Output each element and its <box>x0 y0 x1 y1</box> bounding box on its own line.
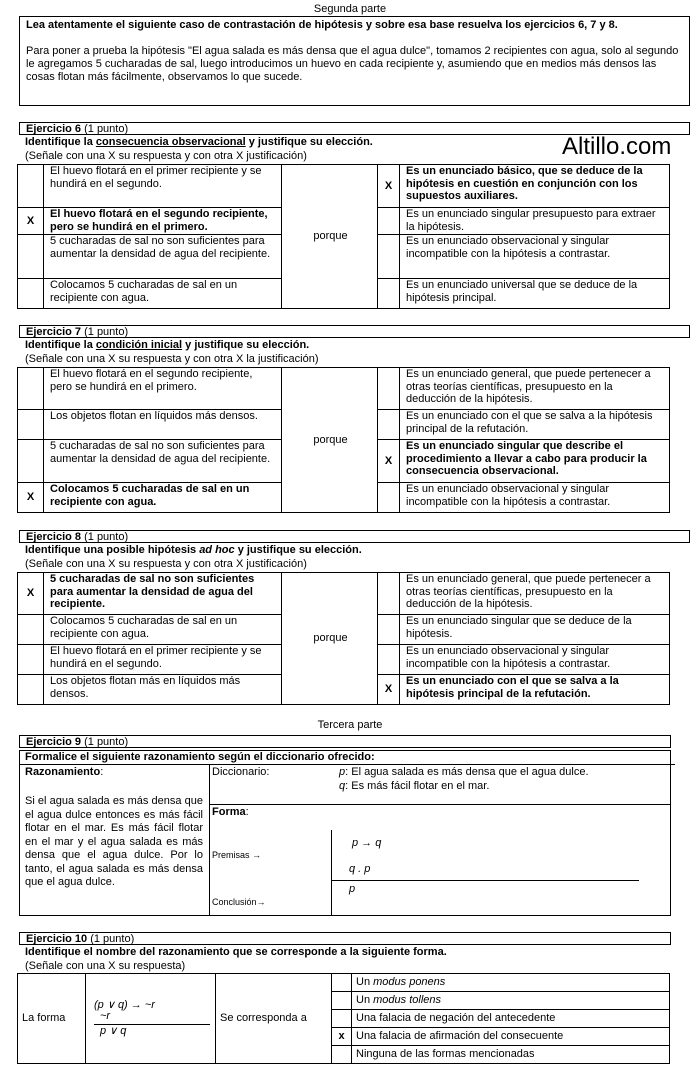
ej8-row <box>18 573 670 615</box>
option-label: Ninguna de las formas mencionadas <box>352 1046 670 1064</box>
answer-checkbox[interactable] <box>18 645 44 675</box>
ej9-forma-label: Forma: <box>212 806 249 818</box>
ej9-razonamiento-text: Si el agua salada es más densa que el agua dulce entonces es más fácil flotar en el mar. Es más fácil flotar en el mar y el agua salada es más densa que el agua dulce. Por lo tanto, el agua salada es más densa que el agua dulce. <box>25 795 203 888</box>
answer-option: 5 cucharadas de sal no son suficientes para aumentar la densidad de agua del recipiente. <box>44 235 282 279</box>
ej6-subtitle: (Señale con una X su respuesta y con otra X justificación) <box>25 150 307 162</box>
option-checkbox[interactable] <box>332 1010 352 1028</box>
ej10-instruction: Identifique el nombre del razonamiento que se corresponde a la siguiente forma. <box>25 946 447 958</box>
justification-option: Es un enunciado singular que se deduce de la hipótesis. <box>400 615 670 645</box>
ej7-row <box>18 368 670 410</box>
justification-option: Es un enunciado universal que se deduce de la hipótesis principal. <box>400 279 670 309</box>
ej7-table <box>17 367 670 513</box>
altillo-logo: Altillo.com <box>562 133 672 160</box>
ej10-row <box>18 974 670 992</box>
ej9-conclusion: p <box>349 883 356 895</box>
justification-option: Es un enunciado observacional y singular incompatible con la hipótesis a contrastar. <box>400 645 670 675</box>
ej7-header <box>19 325 690 338</box>
ej7-instr-underlined: condición inicial <box>95 339 183 351</box>
justification-checkbox[interactable] <box>378 483 400 513</box>
ej9-razonamiento-label: Razonamiento: <box>25 766 104 778</box>
ej8-subtitle: (Señale con una X su respuesta y con otra X justificación) <box>25 558 307 570</box>
answer-checkbox[interactable] <box>18 675 44 705</box>
ej6-instr-pre: Identifique la <box>25 136 96 148</box>
answer-option: Colocamos 5 cucharadas de sal en un recipiente con agua. <box>44 615 282 645</box>
option-checkbox[interactable] <box>332 992 352 1010</box>
se-corresponda-label: Se corresponda a <box>216 974 332 1064</box>
ej9-premise-2: q . p <box>349 863 371 875</box>
ej10-premise-1: (p ∨ q) → ~r <box>94 999 155 1011</box>
justification-checkbox[interactable]: X <box>378 440 400 483</box>
justification-checkbox[interactable] <box>378 410 400 440</box>
ej9-inference-line <box>331 880 639 881</box>
ej9-razonamiento-cell <box>20 765 210 915</box>
answer-checkbox[interactable] <box>18 368 44 410</box>
ej7-instruction <box>25 339 309 352</box>
justification-option: Es un enunciado con el que se salva a la hipótesis principal de la refutación. <box>400 675 670 705</box>
answer-checkbox[interactable] <box>18 440 44 483</box>
ej8-table <box>17 572 670 705</box>
answer-option: Los objetos flotan en líquidos más densos. <box>44 410 282 440</box>
ej9-divider <box>331 830 332 915</box>
answer-option: El huevo flotará en el primer recipiente y se hundirá en el segundo. <box>44 165 282 208</box>
ej9-premisas-label: Premisas → <box>212 850 262 860</box>
justification-checkbox[interactable] <box>378 279 400 309</box>
answer-option: Colocamos 5 cucharadas de sal en un recipiente con agua. <box>44 279 282 309</box>
justification-option: Es un enunciado con el que se salva a la hipótesis principal de la refutación. <box>400 410 670 440</box>
ej7-label: Ejercicio 7 <box>26 326 82 338</box>
ej6-instr-underlined: consecuencia observacional <box>95 136 246 148</box>
answer-option: El huevo flotará en el primer recipiente y se hundirá en el segundo. <box>44 645 282 675</box>
justification-option: Es un enunciado observacional y singular incompatible con la hipótesis a contrastar. <box>400 235 670 279</box>
answer-checkbox[interactable]: X <box>18 573 44 615</box>
ej6-instruction <box>25 136 373 149</box>
justification-checkbox[interactable] <box>378 208 400 235</box>
ej9-header <box>19 735 671 748</box>
porque-label: porque <box>282 368 378 513</box>
intro-box <box>19 16 690 106</box>
answer-option: El huevo flotará en el segundo recipiente, pero se hundirá en el primero. <box>44 368 282 410</box>
justification-checkbox[interactable] <box>378 573 400 615</box>
section-title-part3: Tercera parte <box>317 719 383 731</box>
option-checkbox[interactable] <box>332 974 352 992</box>
la-forma-label: La forma <box>18 974 86 1064</box>
justification-option: Es un enunciado observacional y singular incompatible con la hipótesis a contrastar. <box>400 483 670 513</box>
ej10-premise-2: ~r <box>100 1010 111 1022</box>
justification-option: Es un enunciado general, que puede pertenecer a otras teorías científicas, presupuesto en la deducción de la hipótesis. <box>400 368 670 410</box>
ej10-points: (1 punto) <box>87 933 135 945</box>
ej9-points: (1 punto) <box>81 736 129 748</box>
answer-checkbox[interactable] <box>18 410 44 440</box>
justification-option: Es un enunciado básico, que se deduce de la hipótesis en cuestión en conjunción con los supuestos auxiliares. <box>400 165 670 208</box>
ej10-header <box>19 932 671 945</box>
ej10-subtitle: (Señale con una X su respuesta) <box>25 960 186 972</box>
ej8-instruction <box>25 544 362 557</box>
section-title-part2: Segunda parte <box>313 3 387 15</box>
ej9-diccionario-label: Diccionario: <box>212 766 270 778</box>
answer-option: El huevo flotará en el segundo recipiente, pero se hundirá en el primero. <box>44 208 282 235</box>
justification-checkbox[interactable] <box>378 615 400 645</box>
intro-instruction: Lea atentamente el siguiente caso de contrastación de hipótesis y sobre esa base resuelva los ejercicios 6, 7 y 8. <box>26 19 618 31</box>
ej9-instruction: Formalice el siguiente razonamiento según el diccionario ofrecido: <box>20 751 675 765</box>
option-label: Un modus tollens <box>352 992 670 1010</box>
justification-checkbox[interactable]: X <box>378 165 400 208</box>
ej9-dict-q: q: Es más fácil flotar en el mar. <box>339 780 490 792</box>
ej7-points: (1 punto) <box>81 326 129 338</box>
ej8-instr-pre: Identifique una posible hipótesis <box>25 544 200 556</box>
ej10-form <box>86 974 216 1064</box>
ej7-instr-pre: Identifique la <box>25 339 96 351</box>
answer-checkbox[interactable]: X <box>18 483 44 513</box>
justification-option: Es un enunciado general, que puede pertenecer a otras teorías científicas, presupuesto en la deducción de la hipótesis. <box>400 573 670 615</box>
ej6-table <box>17 164 670 309</box>
option-label: Una falacia de afirmación del consecuente <box>352 1028 670 1046</box>
justification-checkbox[interactable] <box>378 368 400 410</box>
ej8-instr-post: y justifique su elección. <box>234 544 362 556</box>
justification-option: Es un enunciado singular que describe el procedimiento a llevar a cabo para producir la consecuencia observacional. <box>400 440 670 483</box>
ej8-instr-italic: ad hoc <box>199 544 235 556</box>
ej9-premise-1: p → q <box>352 837 382 849</box>
ej10-table <box>17 973 670 1064</box>
answer-checkbox[interactable] <box>18 279 44 309</box>
answer-option: Los objetos flotan más en líquidos más densos. <box>44 675 282 705</box>
ej6-label: Ejercicio 6 <box>26 123 82 135</box>
answer-checkbox[interactable]: X <box>18 208 44 235</box>
ej9-box <box>19 750 671 916</box>
option-checkbox[interactable]: x <box>332 1028 352 1046</box>
porque-label: porque <box>282 573 378 705</box>
ej6-points: (1 punto) <box>81 123 129 135</box>
ej8-header <box>19 530 690 543</box>
answer-checkbox[interactable] <box>18 615 44 645</box>
justification-option: Es un enunciado singular presupuesto para extraer la hipótesis. <box>400 208 670 235</box>
ej9-label: Ejercicio 9 <box>26 736 82 748</box>
justification-checkbox[interactable] <box>378 645 400 675</box>
ej7-subtitle: (Señale con una X su respuesta y con otra X la justificación) <box>25 353 319 365</box>
answer-option: Colocamos 5 cucharadas de sal en un recipiente con agua. <box>44 483 282 513</box>
ej10-conclusion: p ∨ q <box>94 1024 210 1038</box>
ej6-row <box>18 165 670 208</box>
justification-checkbox[interactable] <box>378 235 400 279</box>
ej8-points: (1 punto) <box>81 531 129 543</box>
ej8-label: Ejercicio 8 <box>26 531 82 543</box>
answer-option: 5 cucharadas de sal no son suficientes para aumentar la densidad de agua del recipiente. <box>44 440 282 483</box>
ej9-conclusion-label: Conclusión→ <box>212 897 266 907</box>
justification-checkbox[interactable]: X <box>378 675 400 705</box>
ej9-diccionario-cell <box>209 765 670 805</box>
ej10-label: Ejercicio 10 <box>26 933 88 945</box>
answer-option: 5 cucharadas de sal no son suficientes para aumentar la densidad de agua del recipiente. <box>44 573 282 615</box>
answer-checkbox[interactable] <box>18 165 44 208</box>
option-label: Una falacia de negación del antecedente <box>352 1010 670 1028</box>
ej9-forma-cell <box>209 805 670 915</box>
ej7-instr-post: y justifique su elección. <box>182 339 310 351</box>
intro-text: Para poner a prueba la hipótesis "El agua salada es más densa que el agua dulce", tomamos 2 recipientes con agua, solo al segundo le agregamos 5 cucharadas de sal, luego introducimos un huevo en cada recipiente y, asumiendo que en medios más densos las cosas flotan más fácilmente, observamos lo que sucede. <box>26 45 679 83</box>
option-label: Un modus ponens <box>352 974 670 992</box>
ej6-instr-post: y justifique su elección. <box>245 136 373 148</box>
answer-checkbox[interactable] <box>18 235 44 279</box>
option-checkbox[interactable] <box>332 1046 352 1064</box>
porque-label: porque <box>282 165 378 309</box>
ej9-dict-p: p: El agua salada es más densa que el agua dulce. <box>339 766 589 778</box>
